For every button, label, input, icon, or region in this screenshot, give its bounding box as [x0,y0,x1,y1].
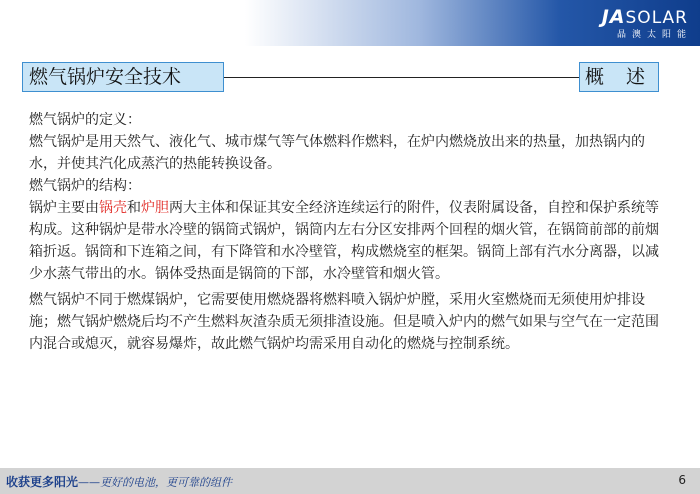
logo-solar: SOLAR [625,8,688,28]
logo-ja: JA [601,6,626,28]
title-divider [224,77,579,78]
footer-slogan [6,473,232,490]
slide-content [29,109,659,355]
header-bar [0,0,700,46]
structure-text [29,197,659,285]
logo-chinese: 晶澳太阳能 [616,30,692,40]
definition-heading: 燃气锅炉的定义： [29,112,141,128]
comparison-text: 燃气锅炉不同于燃煤锅炉，它需要使用燃烧器将燃料喷入锅炉炉膛，采用火室燃烧而无须使用炉排设施；燃气锅炉燃烧后均不产生燃料灰渣杂质无须排渣设施。但是喷入炉内的燃气如果与空气在一定范围内混合或熄灭，就容易爆炸，故此燃气锅炉均需采用自动化的燃烧与控制系统。 [29,292,659,352]
highlight-furnace: 炉胆 [141,200,169,216]
ja-solar-logo [578,6,692,41]
slogan-sub: ——更好的电池，更可靠的组件 [78,476,233,489]
structure-text-b: 和 [127,200,141,216]
slide-title: 燃气锅炉安全技术 [22,62,224,92]
section-label: 概 述 [579,62,659,92]
definition-text: 燃气锅炉是用天然气、液化气、城市煤气等气体燃料作燃料，在炉内燃烧放出来的热量，加热锅内的水，并使其汽化成蒸汽的热能转换设备。 [29,134,645,172]
highlight-shell: 锅壳 [99,200,127,216]
structure-text-c: 两大主体和保证其安全经济连续运行的附件，仪表附属设备，自控和保护系统等构成。这种锅炉是带水冷壁的锅筒式锅炉，锅筒内左右分区安排两个回程的烟火管，在锅筒前部的前烟箱折返。锅筒和下连箱之间，有下降管和水冷壁管，构成燃烧室的框架。锅筒上部有汽水分离器，以减少水蒸气带出的水。锅体受热面是锅筒的下部，水冷壁管和烟火管。 [29,200,659,282]
logo-wordmark [578,6,688,29]
structure-heading: 燃气锅炉的结构： [29,178,141,194]
footer-bar [0,468,700,494]
slogan-main: 收获更多阳光 [6,475,79,489]
page-number: 6 [678,473,686,487]
structure-text-a: 锅炉主要由 [29,200,99,216]
